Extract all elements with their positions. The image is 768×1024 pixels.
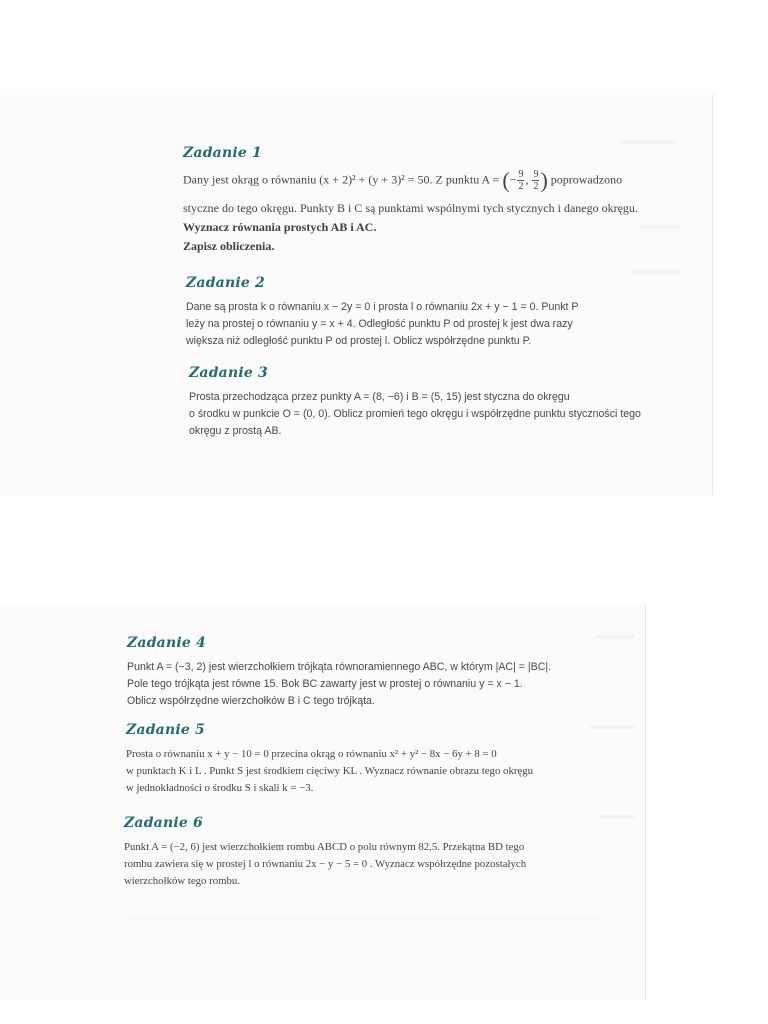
task-text-line: wierzchołków tego rombu. [124, 875, 241, 887]
task-2 [186, 275, 676, 350]
task-text-line: Oblicz współrzędne wierzchołków B i C tego trójkąta. [127, 695, 375, 707]
task-heading: Zadanie 3 [189, 365, 268, 381]
task-heading: Zadanie 5 [126, 722, 205, 738]
task-text-line: Punkt A = (−2, 6) jest wierzchołkiem rombu ABCD o polu równym 82,5. Przekątna BD tego [124, 841, 525, 853]
paren-close: ) [540, 167, 548, 193]
scan-page-bottom [0, 605, 646, 1000]
task-text-line: Pole tego trójkąta jest równe 15. Bok BC zawarty jest w prostej o równaniu y = x − 1. [127, 678, 523, 690]
scan-page-top [0, 95, 713, 495]
task-text: Dany jest okrąg o równaniu (x + 2)² + (y + 3)² = 50. Z punktu A = (− $\frac{9}{2}$ , $\frac{9}{2}$ ) poprowadzono [183, 167, 623, 193]
bleed-through-mark [630, 270, 680, 274]
bleed-through-mark [130, 917, 600, 921]
task-text-line: Prosta o równaniu x + y − 10 = 0 przecina okrąg o równaniu x² + y² − 8x − 6y + 8 = 0 [126, 748, 497, 760]
task-text-line: Dane są prosta k o równaniu x − 2y = 0 i prosta l o równaniu 2x + y − 1 = 0. Punkt P [186, 301, 579, 313]
task-instruction: Zapisz obliczenia. [183, 239, 275, 253]
task-text-line: w jednokładności o środku S i skali k = −3. [126, 782, 314, 794]
fraction [532, 169, 539, 192]
task-4 [127, 635, 627, 710]
task-text-line: większa niż odległość punktu P od prostej l. Oblicz współrzędne punktu P. [186, 335, 532, 347]
task-1 [183, 145, 683, 256]
fraction-denominator: 2 [518, 181, 524, 192]
task-text-line: Punkt A = (−3, 2) jest wierzchołkiem trójkąta równoramiennego ABC, w którym |AC| = |BC|. [127, 661, 552, 673]
fraction-numerator: 9 [533, 169, 539, 180]
fraction-numerator: 9 [518, 169, 524, 180]
task-heading: Zadanie 1 [183, 145, 262, 161]
task-text-line: styczne do tego okręgu. Punkty B i C są punktami wspólnymi tych stycznych i danego okręgu. [183, 201, 638, 215]
task-instruction: Wyznacz równania prostych AB i AC. [183, 220, 377, 234]
task-heading: Zadanie 2 [186, 275, 265, 291]
task-text-line: okręgu z prostą AB. [189, 425, 282, 437]
fraction [517, 169, 524, 192]
task-text-line: leży na prostej o równaniu y = x + 4. Odległość punktu P od prostej k jest dwa razy [186, 318, 573, 330]
bleed-through-mark [620, 140, 675, 144]
task-text-segment: Dany jest okrąg o równaniu (x + 2)² + (y + 3)² = 50. Z punktu A = [183, 172, 503, 187]
task-text-segment: poprowadzono [547, 172, 623, 187]
task-heading: Zadanie 6 [124, 815, 203, 831]
task-heading: Zadanie 4 [127, 635, 206, 651]
task-text-line: w punktach K i L . Punkt S jest środkiem cięciwy KL . Wyznacz równanie obrazu tego okręgu [126, 765, 534, 777]
task-6 [124, 815, 624, 890]
task-text-line: rombu zawiera się w prostej l o równaniu 2x − y − 5 = 0 . Wyznacz współrzędne pozostałych [124, 858, 527, 870]
fraction-denominator: 2 [533, 181, 539, 192]
task-3 [189, 365, 679, 440]
task-text-line: o środku w punkcie O = (0, 0). Oblicz promień tego okręgu i współrzędne punktu styczności tego [189, 408, 641, 420]
task-text-line: Prosta przechodząca przez punkty A = (8, −6) i B = (5, 15) jest styczna do okręgu [189, 391, 570, 403]
paren-open: ( [502, 167, 510, 193]
task-5 [126, 722, 626, 797]
